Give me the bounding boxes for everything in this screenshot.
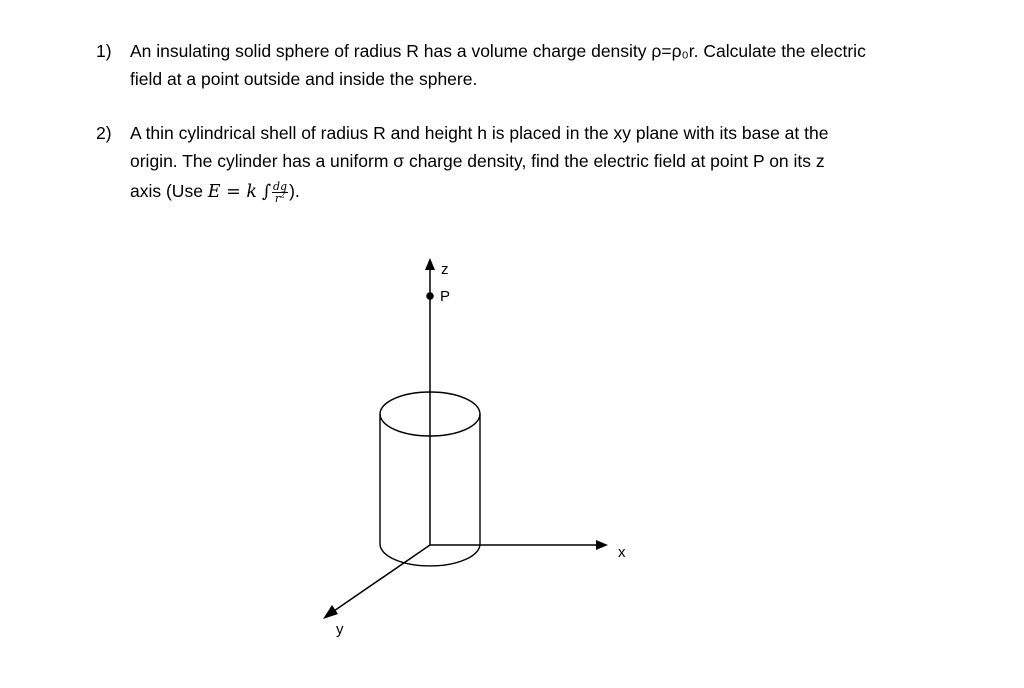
- y-axis: [331, 545, 430, 613]
- line-3-suffix: ).: [289, 181, 300, 201]
- problem-1-line-1: An insulating solid sphere of radius R has a volume charge density ρ=ρ₀r. Calculate the electric: [130, 41, 866, 61]
- z-axis-label: z: [441, 261, 449, 278]
- problem-1-line-2: field at a point outside and inside the sphere.: [130, 69, 478, 89]
- problem-2-line-1: A thin cylindrical shell of radius R and height h is placed in the xy plane with its base at the: [130, 123, 829, 143]
- problem-2-number: 2): [96, 123, 112, 143]
- formula-exponent: 2: [280, 190, 286, 200]
- cylinder-bottom-arc: [380, 544, 480, 566]
- formula-numerator: dq: [272, 179, 288, 193]
- problem-2-line-2: origin. The cylinder has a uniform σ charge density, find the electric field at point P on its z: [130, 151, 825, 171]
- line-3-prefix: axis (Use: [130, 181, 208, 201]
- x-axis-arrowhead: [596, 540, 608, 550]
- x-axis-label: x: [618, 544, 626, 561]
- point-p-label: P: [440, 288, 451, 305]
- point-p-marker: [426, 292, 434, 300]
- problem-1-number: 1): [96, 41, 112, 61]
- y-axis-label: y: [336, 621, 344, 638]
- formula-lhs: E: [207, 182, 221, 202]
- y-axis-arrowhead: [323, 605, 338, 619]
- formula-denominator-base: r: [274, 191, 281, 205]
- formula-equals: =: [220, 182, 247, 202]
- z-axis-arrowhead: [425, 258, 435, 270]
- formula-integral: ∫: [261, 182, 271, 202]
- formula-k: k: [246, 182, 257, 202]
